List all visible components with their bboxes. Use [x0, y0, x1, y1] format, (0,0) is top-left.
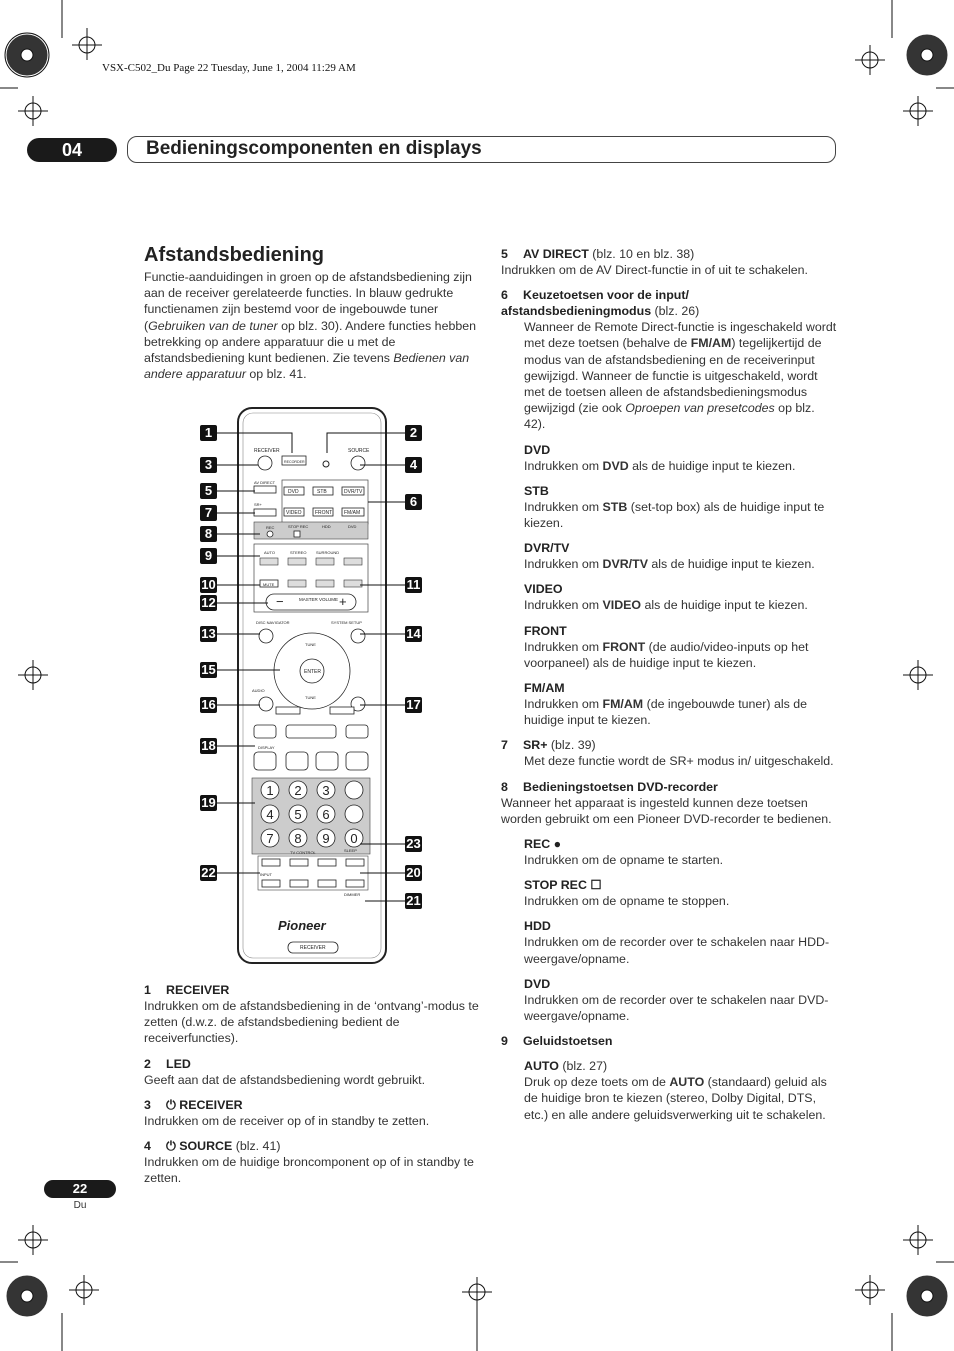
sub-dvrtv	[524, 540, 837, 572]
item-6	[501, 287, 837, 432]
item-number: 9	[501, 1034, 508, 1049]
section-intro	[144, 269, 480, 382]
key-label-sleep: SLEEP	[344, 848, 357, 853]
sub-title: REC ●	[524, 837, 562, 852]
sub-front	[524, 623, 837, 671]
key-label-tv-control: TV CONTROL	[290, 850, 316, 855]
sub-stop-rec	[524, 877, 837, 909]
sub-text: Indrukken om de recorder over te schakelen naar DVD-weergave/opname.	[524, 992, 829, 1024]
sub-dvd-recorder	[524, 976, 837, 1024]
item-ref: (blz. 41)	[232, 1139, 281, 1154]
item-text: Geeft aan dat de afstandsbediening wordt gebruikt.	[144, 1072, 426, 1087]
intro-text: Functie-aanduidingen in groen op de afstandsbediening zijn aan de receiver gerelateerde functies. In blauw gedrukte functienamen zijn bestemd voor de ingebouwde tuner (	[144, 270, 472, 333]
callout-leaders	[200, 420, 430, 920]
key-label-front: FRONT	[315, 510, 333, 516]
text-key: DVR/TV	[602, 557, 648, 572]
sub-title: FRONT	[524, 623, 567, 638]
item-ref: (blz. 27)	[558, 1059, 608, 1074]
text-part: (standaard) geluid als de huidige bron te kiezen (stereo, Dolby Digital, DTS, etc.) en alle andere geluidsverwerking uit te schakelen.	[524, 1075, 827, 1122]
sub-dvd	[524, 442, 837, 474]
callout-1: 1	[200, 425, 217, 441]
text-part: Indrukken om	[524, 458, 603, 473]
chapter-title: Bedieningscomponenten en displays	[127, 136, 836, 163]
item-9	[501, 1033, 837, 1123]
item-ref: (blz. 10 en blz. 38)	[588, 247, 695, 261]
digit-label: 1	[266, 783, 274, 798]
sub-text: Indrukken om de opname te stoppen.	[524, 894, 730, 909]
item-4	[144, 1138, 480, 1186]
callout-14: 14	[406, 626, 421, 641]
digit-label: 2	[294, 783, 302, 798]
text-key: STB	[602, 499, 628, 514]
item-ref: (blz. 26)	[651, 304, 700, 319]
text-part: als de huidige input te kiezen.	[647, 557, 815, 572]
key-label-dvd: DVD	[288, 489, 299, 495]
brand-logo: Pioneer	[278, 918, 326, 933]
callout-21: 21	[406, 893, 421, 908]
item-number: 1	[144, 983, 151, 997]
sub-fmam	[524, 680, 837, 728]
digit-label: 7	[266, 831, 274, 846]
callout-22: 22	[201, 865, 216, 880]
target-top-left	[7, 35, 47, 75]
sub-text: Indrukken om de recorder over te schakelen naar HDD-weergave/opname.	[524, 935, 830, 966]
digit-label: 8	[294, 831, 302, 846]
sub-stb	[524, 483, 837, 531]
key-label-dvd-recorder: DVD	[348, 524, 357, 529]
text-key: VIDEO	[602, 598, 642, 613]
item-title: RECEIVER	[166, 983, 230, 997]
key-label-video: VIDEO	[286, 510, 302, 516]
section-title: Afstandsbediening	[144, 244, 325, 266]
chapter-number: 04	[27, 138, 117, 162]
callout-12: 12	[201, 595, 216, 610]
item-1	[144, 982, 480, 1047]
item-number: 5	[501, 247, 508, 261]
item-title: ⏻ SOURCE	[166, 1139, 233, 1154]
text-part: op blz. 42).	[524, 401, 815, 432]
item-text	[524, 319, 837, 432]
item-text: Indrukken om de AV Direct-functie in of uit te schakelen.	[501, 263, 808, 277]
intro-text: op blz. 41.	[245, 367, 307, 382]
item-number: 2	[144, 1056, 151, 1071]
intro-text: op blz. 30). Andere functies hebben betrekking op andere apparatuur die u met de afstandsbediening kunt bedienen. Zie tevens	[144, 318, 477, 366]
left-item-list	[144, 982, 480, 1195]
key-label-dvrtv: DVR/TV	[344, 489, 363, 495]
text-part: als de huidige input te kiezen.	[641, 598, 808, 613]
callout-4: 4	[405, 457, 422, 473]
text-part: ) tegelijkertijd de modus van de afstandsbediening en de receiverinput gewijzigd. Wanneer de functie is uitgeschakeld, wordt met de toetsen alleen de afstandsbedieningsmodus gewijzigd (zie ook	[524, 336, 822, 416]
key-label-master-volume: MASTER VOLUME	[299, 597, 339, 602]
sub-title: HDD	[524, 919, 551, 934]
text-part: Wanneer de Remote Direct-functie is ingeschakeld wordt met deze toetsen (behalve de	[524, 320, 837, 351]
text-part: (de audio/video-inputs op het voorpaneel) als de huidige input te kiezen.	[524, 639, 809, 670]
key-label-stb: STB	[317, 489, 327, 495]
text-key: FM/AM	[602, 697, 644, 712]
item-2	[144, 1056, 480, 1088]
key-label-display: DISPLAY	[258, 745, 275, 750]
sub-hdd	[524, 918, 837, 966]
callout-7: 7	[200, 505, 217, 521]
text-part: (set-top box) als de huidige input te kiezen.	[524, 499, 825, 531]
key-label-disc-navigator: DISC NAVIGATOR	[256, 620, 290, 625]
callout-17: 17	[406, 697, 421, 712]
callout-19: 19	[201, 795, 216, 810]
item-title: Bedieningstoetsen DVD-recorder	[523, 779, 718, 794]
callout-6: 6	[405, 494, 422, 510]
key-label-fmam: FM/AM	[344, 510, 361, 516]
text-part: Indrukken om	[524, 639, 603, 654]
text-ref: Oproepen van presetcodes	[625, 401, 775, 416]
item-number: 3	[144, 1097, 151, 1112]
text-part: Indrukken om	[524, 557, 603, 572]
text-part: Indrukken om	[524, 598, 603, 613]
digit-label: 5	[294, 807, 302, 822]
sub-title: DVD	[524, 976, 551, 991]
sub-video	[524, 581, 837, 613]
key-label-auto: AUTO	[264, 550, 276, 555]
text-part: als de huidige input te kiezen.	[628, 458, 796, 473]
item-text: Met deze functie wordt de SR+ modus in/ uitgeschakeld.	[524, 754, 834, 769]
key-label-surround: SURROUND	[316, 550, 340, 555]
item-text: Indrukken om de afstandsbediening in de ‘ontvang’-modus te zetten (d.w.z. de afstandsbediening bedient de receiverfuncties).	[144, 999, 479, 1046]
key-label-sr-plus: SR+	[254, 502, 262, 507]
item-5	[501, 246, 837, 278]
sub-text	[524, 1074, 837, 1123]
key-label-system-setup: SYSTEM SETUP	[331, 620, 362, 625]
callout-23: 23	[406, 836, 421, 851]
item-number: 8	[501, 779, 508, 794]
item-title: ⏻ RECEIVER	[166, 1097, 243, 1112]
page-number: 22	[44, 1180, 116, 1198]
key-label-enter: ENTER	[304, 669, 321, 675]
text-part: Indrukken om	[524, 697, 603, 712]
key-label-hdd: HDD	[322, 524, 331, 529]
right-column	[501, 246, 837, 1132]
key-label-receiver-bottom: RECEIVER	[300, 945, 326, 951]
key-label-source: SOURCE	[348, 448, 370, 454]
key-label-input: INPUT	[260, 872, 272, 877]
text-part: Indrukken om	[524, 499, 603, 514]
key-label-tune-up: TUNE	[305, 642, 316, 647]
callout-15: 15	[201, 662, 216, 677]
item-number: 4	[144, 1139, 151, 1154]
callout-11: 11	[406, 577, 421, 592]
key-label-audio: AUDIO	[252, 688, 265, 693]
file-info: VSX-C502_Du Page 22 Tuesday, June 1, 2004 11:29 AM	[102, 62, 356, 74]
text-key: FM/AM	[690, 336, 732, 351]
svg-text:+: +	[339, 594, 347, 609]
sub-text: Indrukken om de opname te starten.	[524, 853, 724, 868]
text-key: DVD	[602, 458, 629, 473]
sub-title: DVR/TV	[524, 541, 570, 556]
callout-2: 2	[405, 425, 422, 441]
key-label-stop-rec: STOP REC	[288, 524, 309, 529]
item-text: Indrukken om de receiver op of in standby te zetten.	[144, 1113, 430, 1128]
callout-16: 16	[201, 697, 216, 712]
text-key: AUTO	[669, 1075, 705, 1090]
key-label-av-direct: AV DIRECT	[254, 480, 276, 485]
digit-label: 3	[322, 783, 330, 798]
item-8	[501, 779, 837, 827]
text-part: (de ingebouwde tuner) als de huidige input te kiezen.	[524, 697, 808, 728]
sub-title: AUTO	[524, 1059, 559, 1074]
sub-title: FM/AM	[524, 681, 565, 696]
digit-label: 0	[350, 831, 358, 846]
key-label-rec: REC	[266, 525, 275, 530]
item-number: 7	[501, 738, 508, 753]
key-label-tune-down: TUNE	[305, 695, 316, 700]
digit-label: 4	[266, 807, 274, 822]
item-3	[144, 1097, 480, 1129]
digit-label: 9	[322, 831, 330, 846]
key-label-stereo: STEREO	[290, 550, 307, 555]
intro-ref-other: Bedienen van andere apparatuur	[144, 351, 470, 382]
item-title: SR+	[523, 738, 548, 753]
sub-title: DVD	[524, 442, 551, 457]
key-label-dimmer: DIMMER	[344, 892, 361, 897]
callout-9: 9	[200, 548, 217, 564]
callout-20: 20	[406, 865, 421, 880]
sub-title: STB	[524, 483, 549, 498]
sub-rec	[524, 836, 837, 868]
item-7	[501, 737, 837, 769]
sub-title: VIDEO	[524, 582, 563, 597]
item-title: Keuzetoetsen voor de input/ afstandsbedieningmodus	[501, 288, 689, 319]
key-label-recorder: RECORDER	[284, 460, 305, 464]
key-label-receiver: RECEIVER	[254, 448, 280, 454]
item-number: 6	[501, 288, 508, 303]
callout-8: 8	[200, 526, 217, 542]
item-title: AV DIRECT	[523, 247, 589, 261]
callout-10: 10	[201, 577, 216, 592]
item-text: Wanneer het apparaat is ingesteld kunnen deze toetsen worden gebruikt om een Pioneer DVD-recorder te bedienen.	[501, 795, 832, 826]
callout-13: 13	[201, 626, 216, 641]
callout-5: 5	[200, 483, 217, 499]
svg-text:−: −	[276, 594, 284, 609]
key-label-mute: MUTE	[263, 582, 275, 587]
digit-label: 6	[322, 807, 330, 822]
item-title: Geluidstoetsen	[523, 1034, 613, 1049]
item-title: LED	[166, 1056, 191, 1071]
text-key: FRONT	[602, 639, 646, 654]
intro-ref-tuner: Gebruiken van de tuner	[148, 318, 278, 333]
sub-title: STOP REC ☐	[524, 878, 602, 893]
page-language: Du	[73, 1200, 87, 1211]
text-part: Druk op deze toets om de	[524, 1075, 670, 1090]
item-text: Indrukken om de huidige broncomponent op of in standby te zetten.	[144, 1155, 474, 1186]
item-ref: (blz. 39)	[547, 738, 596, 753]
callout-3: 3	[200, 457, 217, 473]
callout-18: 18	[201, 738, 216, 753]
